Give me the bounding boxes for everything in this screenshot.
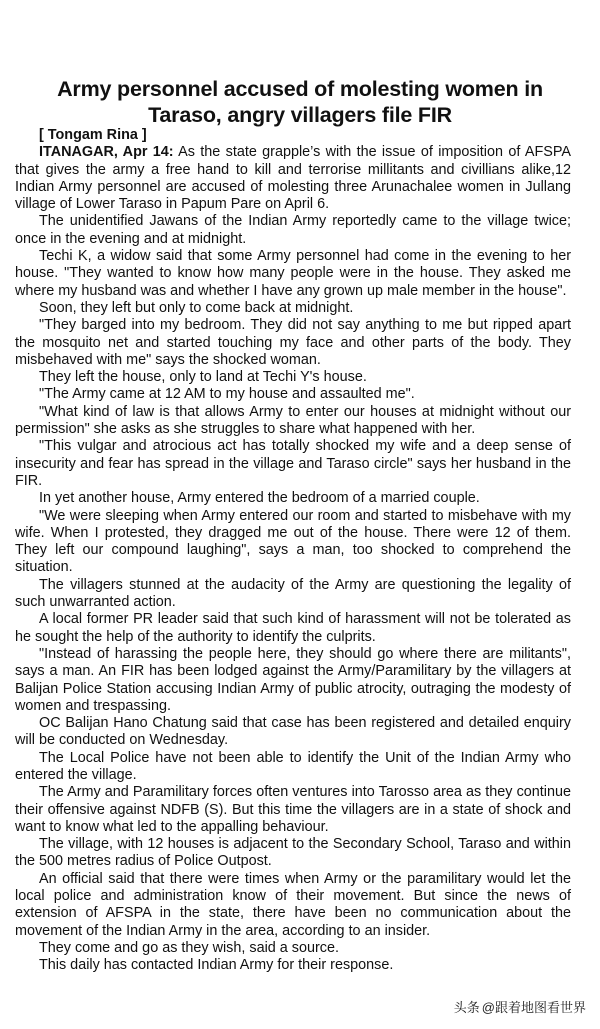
watermark: [454, 997, 586, 1016]
paragraph: The villagers stunned at the audacity of the Army are questioning the legality of such unwarranted action.: [15, 576, 571, 611]
paragraph: A local former PR leader said that such kind of harassment will not be tolerated as he sought the help of the authority to identify the culprits.: [15, 611, 571, 645]
article-body: [15, 127, 571, 975]
byline: [ Tongam Rina ]: [39, 127, 147, 143]
paragraph: An official said that there were times when Army or the paramilitary would let the local police and administration know of their movement. But since the news of extension of AFSPA in the state, there have been no communication about the movement of the Indian Army in the area, according to an insider.: [15, 870, 571, 939]
paragraph: OC Balijan Hano Chatung said that case has been registered and detailed enquiry will be conducted on Wednesday.: [15, 715, 571, 749]
watermark-handle: @跟着地图看世界: [481, 1000, 586, 1015]
paragraph: "What kind of law is that allows Army to enter our houses at midnight without our permission" she asks as she struggles to share what happened with her.: [15, 403, 571, 438]
paragraph: The unidentified Jawans of the Indian Army reportedly came to the village twice; once in the evening and at midnight.: [15, 213, 571, 247]
paragraph: In yet another house, Army entered the bedroom of a married couple.: [39, 490, 480, 507]
paragraph: "We were sleeping when Army entered our room and started to misbehave with my wife. When I protested, they dragged me out of the house. There were 12 of them. They left our compound laughing", says a man, too shocked to comprehend the situation.: [15, 507, 571, 576]
paragraph: "Instead of harassing the people here, they should go where there are militants", says a man. An FIR has been lodged against the Army/Paramilitary by the villagers at Balijan Police Station accusing Indian Army of public atrocity, outraging the modesty of women and trespassing.: [15, 645, 571, 714]
paragraph: The Local Police have not been able to identify the Unit of the Indian Army who entered the village.: [15, 749, 571, 783]
paragraph: Soon, they left but only to come back at midnight.: [39, 299, 354, 316]
paragraph: They come and go as they wish, said a source.: [39, 939, 339, 956]
lead-paragraph: [15, 144, 571, 213]
paragraph: "This vulgar and atrocious act has totally shocked my wife and a deep sense of insecurity and fear has spread in the village and Taraso circle" says her husband in the FIR.: [15, 438, 571, 489]
dateline: ITANAGAR, Apr 14:: [39, 144, 174, 161]
paragraph: "They barged into my bedroom. They did not say anything to me but ripped apart the mosquito net and started touching my face and other parts of the body. They misbehaved with me" says the shocked woman.: [15, 317, 571, 368]
lead-text: As the state grapple’s with the issue of imposition of AFSPA that gives the army a free hand to kill and terrorise millitants and civillians alike,12 Indian Army personnel are accused of molesting three Arunachalee women in Jullang village of Lower Taraso in Papum Pare on April 6.: [15, 144, 571, 213]
paragraph: This daily has contacted Indian Army for their response.: [39, 957, 394, 974]
article-headline: Army personnel accused of molesting women in Taraso, angry villagers file FIR: [57, 77, 543, 127]
paragraph: Techi K, a widow said that some Army personnel had come in the evening to her house. "They wanted to know how many people were in the house. They asked me where my husband was and whether I have any grown up male member in the house".: [15, 248, 571, 299]
paragraph: The Army and Paramilitary forces often ventures into Tarosso area as they continue their offensive against NDFB (S). But this time the villagers are in a state of shock and want to know what led to the appalling behaviour.: [15, 784, 571, 835]
paragraph: The village, with 12 houses is adjacent to the Secondary School, Taraso and within the 500 metres radius of Police Outpost.: [15, 836, 571, 870]
paragraph: "The Army came at 12 AM to my house and assaulted me".: [39, 386, 415, 403]
watermark-platform: 头条: [453, 1000, 480, 1015]
paragraph: They left the house, only to land at Techi Y's house.: [39, 369, 367, 386]
